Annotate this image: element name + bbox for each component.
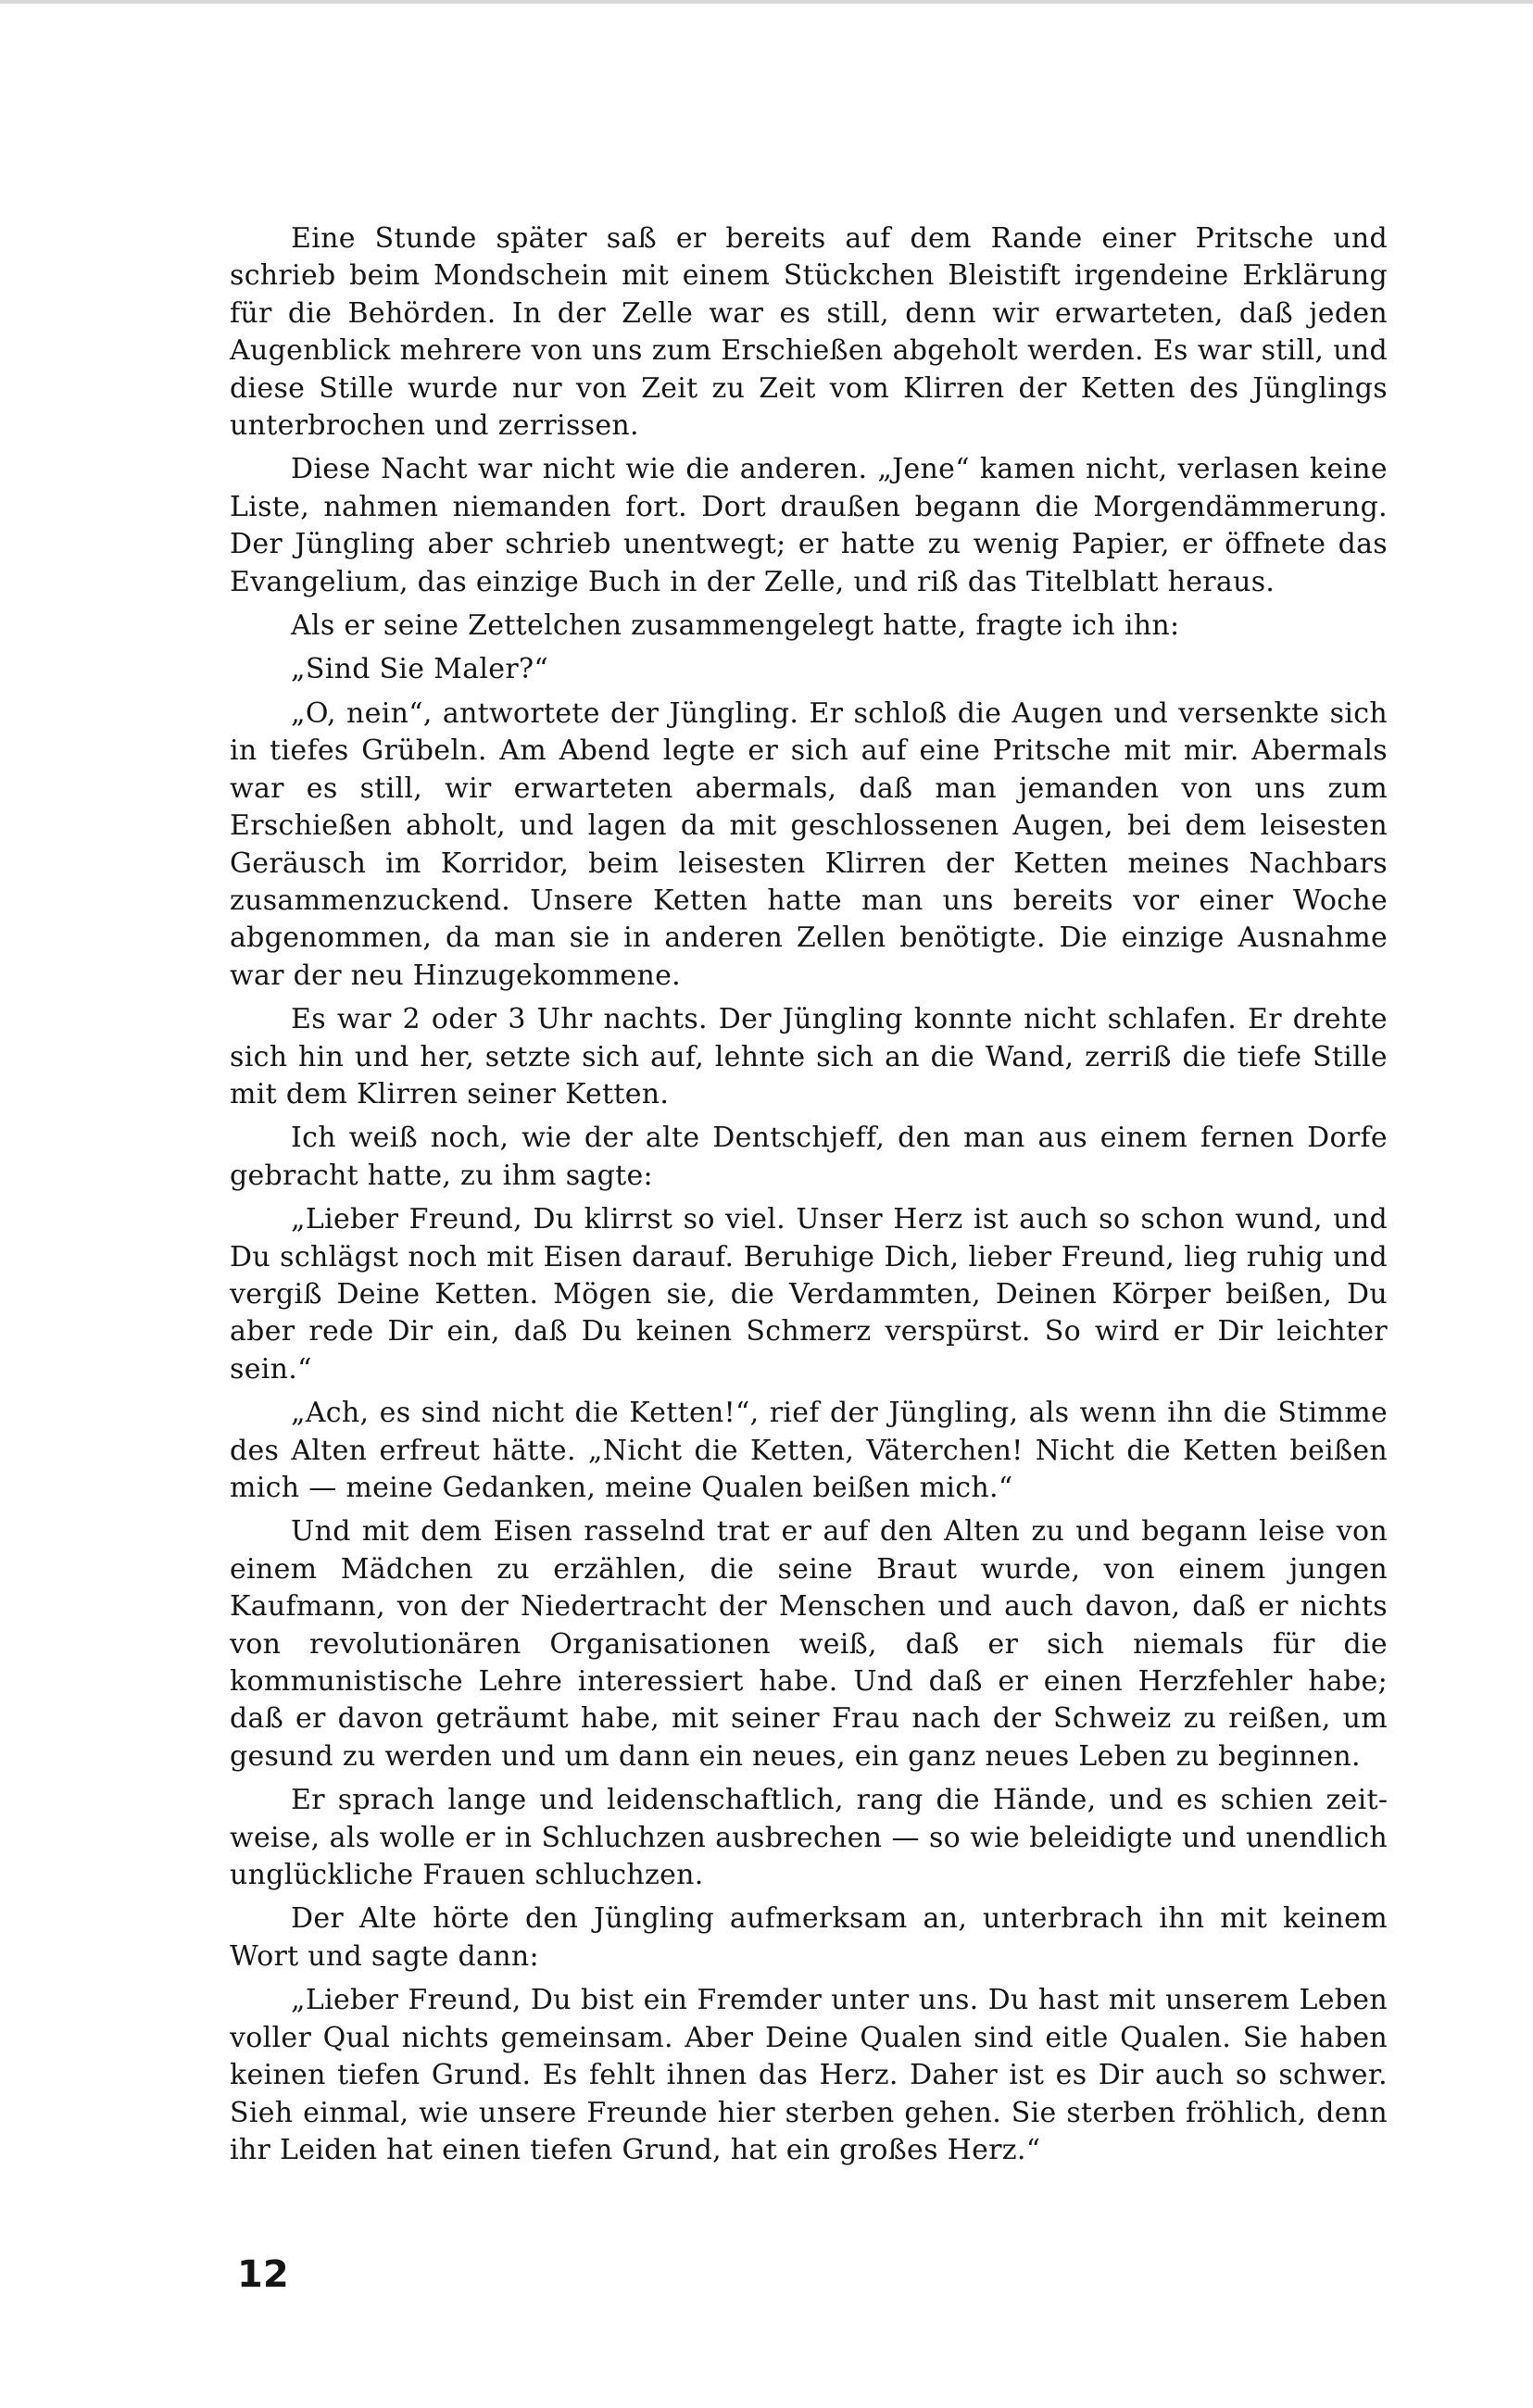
paragraph-2: Diese Nacht war nicht wie die anderen. „Jene“ kamen nicht, verlasen keine Liste, nahmen niemanden fort. Dort draußen begann die Morgendämmerung. Der Jüngling aber schrieb unentwegt; er hatte zu wenig Papier, er öffnete das Evangelium, das einzige Buch in der Zelle, und riß das Titelblatt heraus. [230,453,1388,598]
paragraph-5: „O, nein“, antwortete der Jüngling. Er schloß die Augen und versenkte sich in tiefes Grübeln. Am Abend legte er sich auf eine Pritsche mit mir. Abermals war es still, wir erwarteten abermals, daß man jemanden von uns zum Erschießen abholt, und lagen da mit geschlossenen Augen, bei dem leisesten Geräusch im Korridor, beim leisesten Klirren der Ketten meines Nachbars zusammenzuckend. Unsere Ketten hatte man uns bereits vor einer Woche abgenommen, da man sie in anderen Zellen benötigte. Die einzige Ausnahme war der neu Hinzugekommene. [230,696,1388,992]
page-body [230,220,1388,2169]
paragraph-6: Es war 2 oder 3 Uhr nachts. Der Jüngling konnte nicht schlafen. Er drehte sich hin und her, setzte sich auf, lehnte sich an die Wand, zerriß die tiefe Stille mit dem Klirren seiner Ketten. [230,1003,1388,1110]
paragraph-3: Als er seine Zettelchen zusammengelegt hatte, fragte ich ihn: [291,609,1180,643]
paragraph-4: „Sind Sie Maler?“ [291,653,549,686]
paragraph-9: „Ach, es sind nicht die Ketten!“, rief der Jüngling, als wenn ihn die Stimme des Alten erfreut hätte. „Nicht die Ketten, Väterchen! Nicht die Ketten beißen mich — meine Gedanken, meine Qualen beißen mich.“ [230,1397,1388,1504]
paragraph-13: „Lieber Freund, Du bist ein Fremder unter uns. Du hast mit unserem Leben voller Qual nichts gemeinsam. Aber Deine Qualen sind eitle Qualen. Sie haben keinen tiefen Grund. Es fehlt ihnen das Herz. Daher ist es Dir auch so schwer. Sieh einmal, wie unsere Freunde hier sterben gehen. Sie sterben fröhlich, denn ihr Leiden hat einen tiefen Grund, hat ein großes Herz.“ [230,1984,1388,2166]
paragraph-11: Er sprach lange und leidenschaftlich, rang die Hände, und es schien zeitweise, als wolle er in Schluchzen ausbrechen — so wie beleidigte und unendlich unglückliche Frauen schluchzen. [230,1784,1388,1892]
paragraph-7: Ich weiß noch, wie der alte Dentschjeff, den man aus einem fernen Dorfe gebracht hatte, zu ihm sagte: [230,1122,1388,1192]
paragraph-12: Der Alte hörte den Jüngling aufmerksam an, unterbrach ihn mit keinem Wort und sagte dann: [230,1902,1388,1973]
page-top-edge [0,0,1533,4]
paragraph-10: Und mit dem Eisen rasselnd trat er auf den Alten zu und begann leise von einem Mädchen zu erzählen, die seine Braut wurde, von einem jungen Kaufmann, von der Niedertracht der Menschen und auch davon, daß er nichts von revolutionären Organisationen weiß, daß er sich niemals für die kommunistische Lehre interessiert habe. Und daß er einen Herzfehler habe; daß er davon geträumt habe, mit seiner Frau nach der Schweiz zu reißen, um gesund zu werden und um dann ein neues, ein ganz neues Leben zu beginnen. [230,1515,1388,1773]
paragraph-1: Eine Stunde später saß er bereits auf dem Rande einer Pritsche und schrieb beim Mondschein mit einem Stückchen Bleistift irgendeine Erklärung für die Behörden. In der Zelle war es still, denn wir erwarteten, daß jeden Augenblick mehrere von uns zum Erschießen abgeholt werden. Es war still, und diese Stille wurde nur von Zeit zu Zeit vom Klirren der Ketten des Jünglings unterbrochen und zerrissen. [230,222,1388,443]
page-number: 12 [237,2253,289,2296]
paragraph-8: „Lieber Freund, Du klirrst so viel. Unser Herz ist auch so schon wund, und Du schlägst noch mit Eisen darauf. Beruhige Dich, lieber Freund, lieg ruhig und vergiß Deine Ketten. Mögen sie, die Verdammten, Deinen Körper beißen, Du aber rede Dir ein, daß Du keinen Schmerz verspürst. So wird er Dir leichter sein.“ [230,1203,1388,1386]
